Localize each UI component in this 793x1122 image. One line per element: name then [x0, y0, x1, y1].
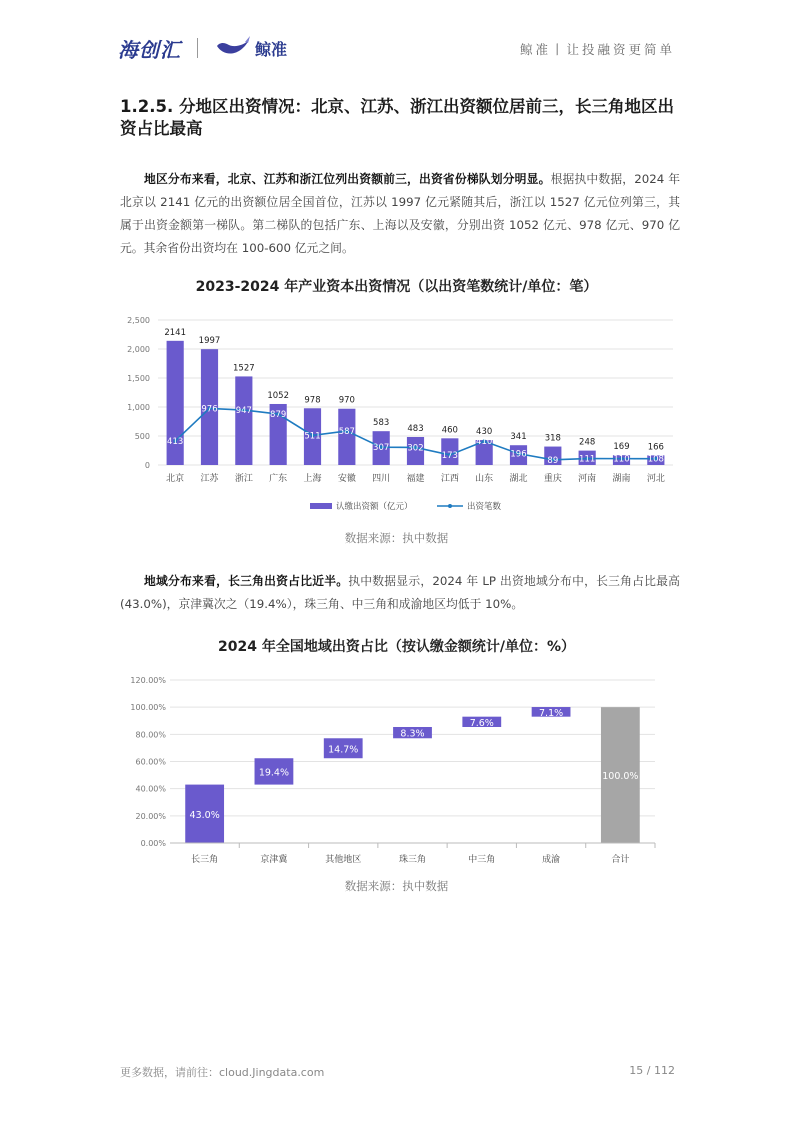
- legend-line-marker: [448, 504, 452, 508]
- paragraph-body: 根据执中数据，2024 年北京以 2141 亿元的出资额位居全国首位，江苏以 1997 亿元紧随其后，浙江以 1527 亿元位列第三，其属于出资金额第一梯队。第二梯队的包括广东、上海以及安徽，分别出资 1052 亿元、978 亿元、970 亿元。其余省份出资均在 100-600 亿元之间。: [120, 172, 680, 255]
- bar-value-label: 2141: [164, 327, 186, 338]
- page-header: [0, 0, 793, 80]
- y-tick-label: 2,000: [127, 345, 150, 354]
- chart2-svg: [0, 670, 793, 880]
- y-tick-label: 2,500: [127, 316, 150, 325]
- paragraph-area-distribution: [120, 570, 680, 616]
- y-tick-label: 80.00%: [135, 730, 166, 740]
- chart1-title: 2023-2024 年产业资本出资情况（以出资笔数统计/单位：笔）: [195, 279, 598, 295]
- bar-value-label: 169: [613, 442, 630, 453]
- y-tick-label: 120.00%: [130, 676, 166, 685]
- x-tick-label: 珠三角: [398, 855, 427, 865]
- line-value-label: 108: [647, 454, 664, 465]
- paragraph-lead: 地域分布来看，长三角出资占比近半。: [144, 574, 349, 588]
- line-value-label: 413: [167, 437, 184, 448]
- x-tick-label: 江苏: [200, 474, 219, 484]
- x-tick-label: 湖南: [612, 474, 631, 484]
- x-tick-label: 长三角: [191, 855, 219, 865]
- x-tick-label: 北京: [166, 474, 185, 484]
- x-tick-label: 其他地区: [325, 855, 362, 865]
- x-tick-label: 河北: [646, 474, 665, 484]
- legend-bar-label: 认缴出资额（亿元）: [336, 502, 413, 512]
- y-tick-label: 500: [134, 432, 150, 441]
- y-tick-label: 0: [144, 461, 150, 470]
- bar-value-label: 430: [476, 427, 493, 438]
- bar: [235, 376, 252, 465]
- line-value-label: 976: [201, 404, 218, 415]
- y-tick-label: 0.00%: [140, 839, 166, 848]
- chart2-title: 2024 年全国地域出资占比（按认缴金额统计/单位：%）: [218, 639, 575, 655]
- x-tick-label: 四川: [372, 474, 391, 484]
- line-value-label: 89: [547, 455, 559, 466]
- bar-value-label: 1997: [198, 336, 221, 347]
- bar-value-label: 166: [647, 442, 664, 453]
- x-tick-label: 安徽: [337, 474, 356, 484]
- bar-value-label: 100.0%: [602, 771, 639, 783]
- line-value-label: 410: [476, 437, 493, 448]
- bar-value-label: 978: [304, 395, 321, 406]
- paragraph-body: 执中数据显示，2024 年 LP 出资地域分布中，长三角占比最高(43.0%)，京津冀次之（19.4%），珠三角、中三角和成渝地区均低于 10%。: [120, 574, 680, 611]
- x-tick-label: 合计: [611, 855, 630, 865]
- x-tick-label: 重庆: [543, 474, 562, 484]
- line-value-label: 587: [338, 426, 355, 437]
- y-tick-label: 40.00%: [135, 784, 166, 794]
- chart1-source: 数据来源：执中数据: [344, 531, 449, 545]
- line-value-label: 879: [270, 410, 287, 421]
- line-value-label: 947: [235, 406, 252, 417]
- bar-value-label: 7.1%: [539, 707, 564, 719]
- x-tick-label: 上海: [303, 474, 322, 484]
- line-value-label: 111: [579, 454, 596, 465]
- bar-value-label: 7.6%: [469, 717, 494, 729]
- haichuanghui-logo: 海创汇: [118, 38, 181, 62]
- x-tick-label: 浙江: [234, 474, 253, 484]
- x-tick-label: 广东: [269, 474, 288, 484]
- line-value-label: 511: [304, 431, 321, 442]
- bar-value-label: 248: [579, 437, 596, 448]
- bar-value-label: 483: [407, 423, 424, 434]
- x-tick-label: 京津冀: [260, 855, 288, 865]
- y-tick-label: 1,000: [127, 403, 150, 412]
- x-tick-label: 湖北: [509, 474, 528, 484]
- bar-value-label: 970: [338, 395, 355, 406]
- paragraph-lead: 地区分布来看，北京、江苏和浙江位列出资额前三，出资省份梯队划分明显。: [144, 172, 551, 186]
- x-tick-label: 福建: [406, 474, 425, 484]
- x-tick-label: 河南: [578, 474, 597, 484]
- chart2-source: 数据来源：执中数据: [344, 879, 449, 893]
- line-value-label: 302: [407, 443, 424, 454]
- x-tick-label: 江西: [440, 474, 459, 484]
- logo-divider: [197, 38, 198, 58]
- bar-value-label: 318: [544, 433, 561, 444]
- x-tick-label: 中三角: [468, 855, 496, 865]
- bar-value-label: 43.0%: [189, 809, 220, 821]
- jingzhun-logo: 鲸准: [255, 40, 288, 59]
- x-tick-label: 成渝: [542, 855, 561, 865]
- page-number: 15 / 112: [629, 1064, 675, 1077]
- chart1-svg: [0, 308, 793, 518]
- footer-link[interactable]: 更多数据，请前往：cloud.Jingdata.com: [120, 1066, 325, 1079]
- bar-value-label: 341: [510, 432, 527, 443]
- bar-value-label: 583: [373, 418, 390, 429]
- bar-value-label: 19.4%: [258, 767, 290, 779]
- y-tick-label: 100.00%: [130, 703, 166, 713]
- line-value-label: 196: [510, 449, 527, 460]
- line-value-label: 110: [613, 454, 630, 465]
- bar-value-label: 460: [441, 425, 458, 436]
- y-tick-label: 60.00%: [135, 757, 166, 767]
- header-slogan: 鲸准丨让投融资更简单: [519, 42, 675, 57]
- legend-bar-swatch: [310, 503, 332, 509]
- bar-value-label: 1527: [233, 363, 255, 374]
- whale-icon: [215, 34, 251, 58]
- line-value-label: 307: [373, 443, 390, 454]
- y-tick-label: 20.00%: [135, 811, 166, 821]
- paragraph-region-distribution: [120, 168, 680, 260]
- y-tick-label: 1,500: [127, 374, 150, 383]
- section-title: 1.2.5. 分地区出资情况：北京、江苏、浙江出资额位居前三，长三角地区出资占比最高: [120, 97, 674, 138]
- x-tick-label: 山东: [475, 474, 494, 484]
- bar-value-label: 14.7%: [328, 744, 359, 756]
- bar-value-label: 1052: [267, 390, 289, 401]
- legend-line-label: 出资笔数: [467, 502, 502, 512]
- bar-value-label: 8.3%: [400, 728, 425, 740]
- line-value-label: 173: [441, 450, 458, 461]
